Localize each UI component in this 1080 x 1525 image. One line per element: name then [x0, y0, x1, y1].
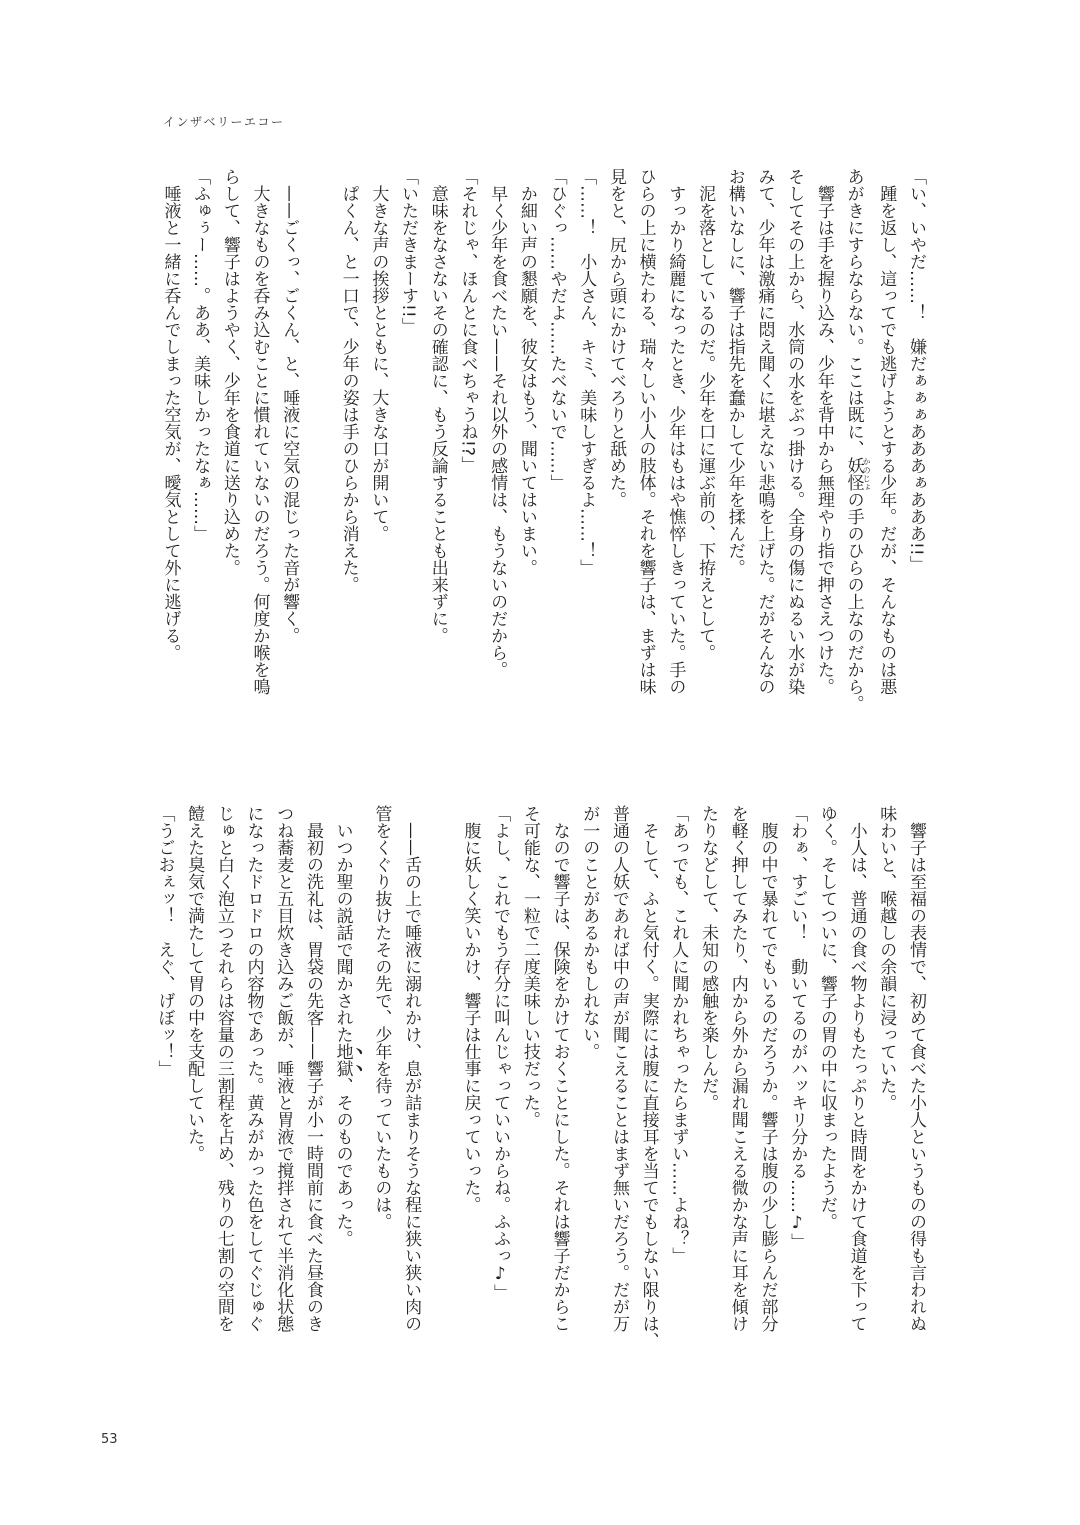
text-line: 「……！ 小人さん、キミ、美味しすぎるよ……！」 [576, 168, 597, 576]
text-line: 腹に妖しく笑いかけ、響子は仕事に戻っていった。 [460, 805, 481, 1213]
text-line: か細い声の懇願を、彼女はもう、聞いてはいまい。 [516, 168, 537, 576]
text-line: 「いただきまーす!!」 [398, 168, 419, 335]
text-line: つね蕎麦と五目炊き込みご飯が、唾液と胃液で撹拌されて半消化状態 [273, 805, 294, 1332]
text-line: 「ひぐっ……やだよ……たべないで……」 [546, 168, 567, 491]
text-line: 響子は至福の表情で、初めて食べた小人というものの得も言われぬ [906, 805, 926, 1332]
text-block-lower [149, 805, 930, 1385]
text-line [327, 805, 366, 1385]
text-line: 饐えた臭気で満たして胃の中を支配していた。 [184, 805, 205, 1162]
page-number: 53 [101, 1432, 118, 1447]
text-line: 「あっでも、これ人に聞かれちゃったらまずい……よね？」 [668, 805, 689, 1264]
text-line: 「うごおぇッ！ えぐ、げぼッ！」 [154, 805, 175, 1077]
text-line: すっかり綺麗になったとき、少年はもはや憔悴しきっていた。手の [665, 168, 686, 695]
text-line: そして、ふと気付く。実際には腹に直接耳を当てでもしない限りは、 [638, 805, 659, 1349]
text-line: ゆく。そしてついに、響子の胃の中に収まったようだ。 [816, 805, 837, 1230]
text-line: 踵を返し、這ってでも逃げようとする少年。だが、そんなものは悪 [876, 168, 897, 695]
emphasized-text: 地獄 [332, 1043, 353, 1077]
text-line: 「よし、これでもう存分に叫んじゃっていいからね。ふふっ♪」 [490, 805, 511, 1301]
text-line: 小人は、普通の食べ物よりもたっぷりと時間をかけて食道を下って [846, 805, 867, 1332]
text-block-upper [155, 168, 930, 728]
text-line: 響子は手を握り込み、少年を背中から無理やり指で押さえつけた。 [813, 168, 834, 695]
blank-line [303, 168, 333, 728]
text-line: みて、少年は激痛に悶え聞くに堪えない悲鳴を上げた。だがそんなの [754, 168, 775, 695]
text-line: 見をと、尻から頭にかけてべろりと舐めた。 [605, 168, 626, 508]
text-line [838, 168, 871, 728]
blank-line [425, 805, 455, 1385]
text-line: 普通の人妖であれば中の声が聞こえることはまず無いだろう。だが万 [608, 805, 629, 1332]
text-line: ——舌の上で唾液に溺れかけ、息が詰まりそうな程に狭い狭い肉の [401, 805, 422, 1332]
text-segment: の手のひらの上なのだから。 [843, 491, 864, 712]
ruby-reading: かのじょ [862, 457, 872, 491]
text-line: 味わいと、喉越しの余韻に浸っていた。 [876, 805, 897, 1111]
text-line: らして、響子はようやく、少年を食道に送り込めた。 [219, 168, 240, 576]
text-segment: 、そのものであった。 [332, 1077, 353, 1247]
ruby-annotation [843, 457, 872, 491]
text-line: 早く少年を食べたい——それ以外の感情は、もうないのだから。 [487, 168, 508, 678]
text-line: が一のことがあるかもしれない。 [579, 805, 600, 1060]
text-line: そ可能な、一粒で二度美味しい技だった。 [519, 805, 540, 1128]
text-line: 腹の中で暴れてでもいるのだろうか。響子は腹の少し膨らんだ部分 [757, 805, 778, 1332]
text-line: を軽く押してみたり、内から外から漏れ聞こえる微かな声に耳を傾け [727, 805, 748, 1332]
text-line: なので響子は、保険をかけておくことにした。それは響子だからこ [549, 805, 570, 1332]
text-line: 「ふゅぅー……。ああ、美味しかったなぁ……」 [190, 168, 211, 542]
text-line: ぱくん、と一口で、少年の姿は手のひらから消えた。 [338, 168, 359, 593]
text-line: になったドロドロの内容物であった。黄みがかった色をしてぐじゅぐ [243, 805, 264, 1332]
text-line: 「わぁ、すごい！ 動いてるのがハッキリ分かる……♪」 [787, 805, 808, 1250]
text-line: 意味をなさないその確認に、もう反論することも出来ずに。 [427, 168, 448, 644]
text-line: 「それじゃ、ほんとに食べちゃうね!?」 [457, 168, 478, 473]
text-line: ——ごくっ、ごくん、と、唾液に空気の混じった音が響く。 [279, 168, 300, 644]
text-line: 管をくぐり抜けたその先で、少年を待っていたものは。 [371, 805, 392, 1230]
text-line: たりなどして、未知の感触を楽しんだ。 [698, 805, 719, 1111]
ruby-base: 妖怪 [843, 457, 864, 491]
text-line: そしてその上から、水筒の水をぶっ掛ける。全身の傷にぬるい水が染 [784, 168, 805, 695]
text-line: 泥を落としているのだ。少年を口に運ぶ前の、下拵えとして。 [695, 168, 716, 661]
running-header-title: インザベリーエコー [163, 115, 285, 129]
text-line: お構いなしに、響子は指先を蠢かして少年を揉んだ。 [724, 168, 745, 576]
text-line: 「い、いやだ……！ 嫌だぁぁぁあああぁあああ!!」 [906, 168, 926, 573]
text-segment: いつか聖の説話で聞かされた [332, 805, 353, 1043]
text-line: ひらの上に横たわる、瑞々しい小人の肢体。それを響子は、まずは味 [635, 168, 656, 695]
text-line: 唾液と一緒に呑んでしまった空気が、曖気として外に逃げる。 [160, 168, 181, 661]
text-segment: あがきにすらならない。ここは既に、 [843, 168, 864, 457]
text-line: 大きな声の挨拶とともに、大きな口が開いて。 [368, 168, 389, 542]
text-line: 大きなものを呑み込むことに慣れていないのだろう。何度か喉を鳴 [249, 168, 270, 695]
text-line: 最初の洗礼は、胃袋の先客——響子が小一時間前に食べた昼食のき [302, 805, 323, 1332]
text-line: じゅと白く泡立つそれらは容量の三割程を占め、残りの七割の空間を [213, 805, 234, 1332]
